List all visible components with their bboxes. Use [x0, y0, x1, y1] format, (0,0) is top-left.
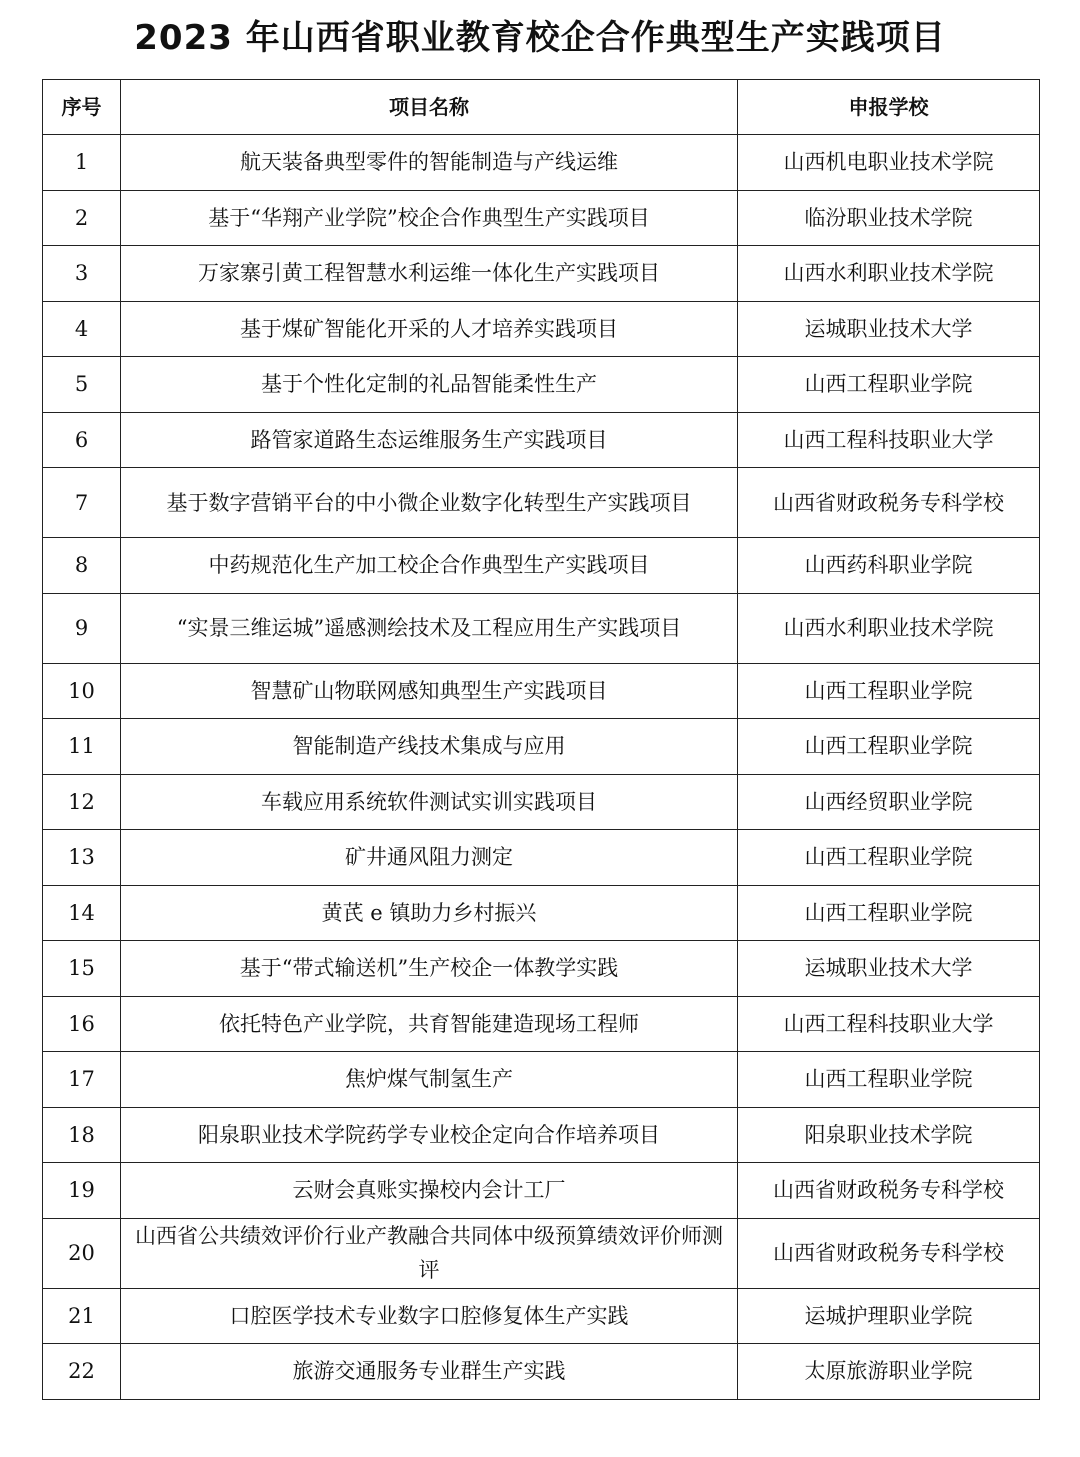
- cell-name: 万家寨引黄工程智慧水利运维一体化生产实践项目: [121, 246, 738, 302]
- cell-name: 基于数字营销平台的中小微企业数字化转型生产实践项目: [121, 468, 738, 538]
- table-row: [43, 1288, 1040, 1344]
- table-row: [43, 412, 1040, 468]
- header-no: 序号: [43, 80, 121, 135]
- cell-name: 智能制造产线技术集成与应用: [121, 719, 738, 775]
- cell-name: 焦炉煤气制氢生产: [121, 1052, 738, 1108]
- cell-school: 山西工程科技职业大学: [738, 996, 1040, 1052]
- table-row: [43, 468, 1040, 538]
- cell-name: 基于煤矿智能化开采的人才培养实践项目: [121, 301, 738, 357]
- cell-school: 山西机电职业技术学院: [738, 135, 1040, 191]
- cell-name: 阳泉职业技术学院药学专业校企定向合作培养项目: [121, 1107, 738, 1163]
- cell-no: 1: [43, 135, 121, 191]
- cell-name: 智慧矿山物联网感知典型生产实践项目: [121, 663, 738, 719]
- cell-school: 临汾职业技术学院: [738, 190, 1040, 246]
- cell-no: 20: [43, 1218, 121, 1288]
- page-title: 2023 年山西省职业教育校企合作典型生产实践项目: [134, 18, 946, 58]
- table-row: [43, 830, 1040, 886]
- cell-school: 山西工程科技职业大学: [738, 412, 1040, 468]
- table-header-row: [43, 80, 1040, 135]
- header-school: 申报学校: [738, 80, 1040, 135]
- table-row: [43, 941, 1040, 997]
- cell-name: 云财会真账实操校内会计工厂: [121, 1163, 738, 1219]
- cell-school: 运城职业技术大学: [738, 301, 1040, 357]
- cell-school: 运城护理职业学院: [738, 1288, 1040, 1344]
- cell-name: 黄芪 e 镇助力乡村振兴: [121, 885, 738, 941]
- cell-name: “实景三维运城”遥感测绘技术及工程应用生产实践项目: [121, 593, 738, 663]
- cell-no: 4: [43, 301, 121, 357]
- cell-no: 15: [43, 941, 121, 997]
- cell-school: 山西水利职业技术学院: [738, 593, 1040, 663]
- cell-name: 中药规范化生产加工校企合作典型生产实践项目: [121, 538, 738, 594]
- table-row: [43, 135, 1040, 191]
- cell-no: 2: [43, 190, 121, 246]
- cell-no: 21: [43, 1288, 121, 1344]
- table-row: [43, 719, 1040, 775]
- cell-no: 22: [43, 1344, 121, 1400]
- table-row: [43, 885, 1040, 941]
- cell-no: 5: [43, 357, 121, 413]
- cell-no: 11: [43, 719, 121, 775]
- cell-no: 18: [43, 1107, 121, 1163]
- table-row: [43, 1218, 1040, 1288]
- cell-school: 山西工程职业学院: [738, 885, 1040, 941]
- header-name: 项目名称: [121, 80, 738, 135]
- cell-name: 口腔医学技术专业数字口腔修复体生产实践: [121, 1288, 738, 1344]
- cell-school: 阳泉职业技术学院: [738, 1107, 1040, 1163]
- cell-name: 矿井通风阻力测定: [121, 830, 738, 886]
- cell-name: 车载应用系统软件测试实训实践项目: [121, 774, 738, 830]
- cell-name: 航天装备典型零件的智能制造与产线运维: [121, 135, 738, 191]
- cell-school: 山西工程职业学院: [738, 830, 1040, 886]
- cell-school: 山西经贸职业学院: [738, 774, 1040, 830]
- cell-no: 17: [43, 1052, 121, 1108]
- cell-no: 16: [43, 996, 121, 1052]
- cell-name: 依托特色产业学院，共育智能建造现场工程师: [121, 996, 738, 1052]
- cell-school: 山西工程职业学院: [738, 663, 1040, 719]
- cell-no: 13: [43, 830, 121, 886]
- cell-name: 山西省公共绩效评价行业产教融合共同体中级预算绩效评价师测评: [121, 1218, 738, 1288]
- table-row: [43, 1052, 1040, 1108]
- table-row: [43, 538, 1040, 594]
- table-row: [43, 593, 1040, 663]
- cell-name: 基于“带式输送机”生产校企一体教学实践: [121, 941, 738, 997]
- cell-school: 山西药科职业学院: [738, 538, 1040, 594]
- table-row: [43, 663, 1040, 719]
- cell-name: 基于“华翔产业学院”校企合作典型生产实践项目: [121, 190, 738, 246]
- cell-no: 10: [43, 663, 121, 719]
- table-row: [43, 1163, 1040, 1219]
- cell-school: 运城职业技术大学: [738, 941, 1040, 997]
- cell-no: 6: [43, 412, 121, 468]
- table-row: [43, 301, 1040, 357]
- cell-school: 山西工程职业学院: [738, 719, 1040, 775]
- cell-name: 旅游交通服务专业群生产实践: [121, 1344, 738, 1400]
- cell-no: 8: [43, 538, 121, 594]
- cell-school: 山西水利职业技术学院: [738, 246, 1040, 302]
- table-row: [43, 996, 1040, 1052]
- table-row: [43, 246, 1040, 302]
- cell-no: 7: [43, 468, 121, 538]
- cell-school: 山西省财政税务专科学校: [738, 1218, 1040, 1288]
- cell-school: 山西省财政税务专科学校: [738, 468, 1040, 538]
- cell-no: 19: [43, 1163, 121, 1219]
- cell-school: 山西省财政税务专科学校: [738, 1163, 1040, 1219]
- cell-school: 山西工程职业学院: [738, 357, 1040, 413]
- cell-no: 14: [43, 885, 121, 941]
- table-row: [43, 357, 1040, 413]
- cell-school: 太原旅游职业学院: [738, 1344, 1040, 1400]
- cell-name: 路管家道路生态运维服务生产实践项目: [121, 412, 738, 468]
- cell-school: 山西工程职业学院: [738, 1052, 1040, 1108]
- table-row: [43, 1344, 1040, 1400]
- table-row: [43, 1107, 1040, 1163]
- cell-no: 12: [43, 774, 121, 830]
- table-row: [43, 774, 1040, 830]
- table-row: [43, 190, 1040, 246]
- project-table: [42, 79, 1040, 1400]
- cell-no: 9: [43, 593, 121, 663]
- cell-no: 3: [43, 246, 121, 302]
- cell-name: 基于个性化定制的礼品智能柔性生产: [121, 357, 738, 413]
